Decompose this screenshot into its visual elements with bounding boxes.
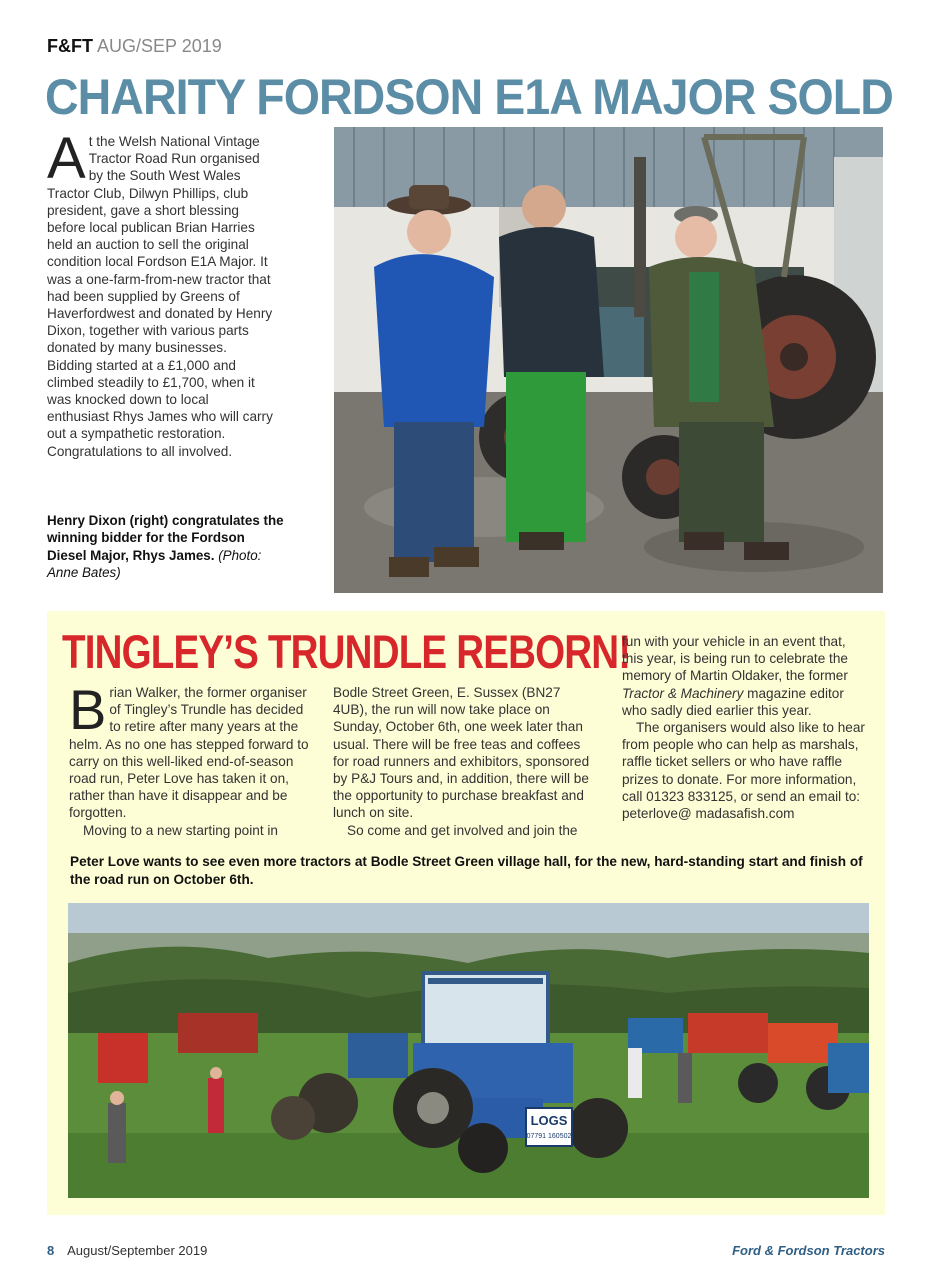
article2-col2	[333, 684, 595, 839]
col3-paragraph1a: fun with your vehicle in an event that, this year, is being run to celebrate the memory of Martin Oldaker, the former	[622, 634, 848, 684]
drop-cap: A	[47, 126, 86, 191]
article2-caption: Peter Love wants to see even more tractors at Bodle Street Green village hall, for the new, hard-standing start and finish of the road run on October 6th.	[70, 854, 863, 887]
article2-title: TINGLEY’S TRUNDLE REBORN!	[62, 625, 631, 678]
col3-magazine-name: Tractor & Machinery	[622, 685, 744, 701]
magazine-name: Ford & Fordson Tractors	[732, 1243, 885, 1258]
article-body-text: t the Welsh National Vintage Tractor Road Run organised by the South West Wales Tractor Club, Dilwyn Phillips, club president, gave a short blessing before local publican Brian Harries held an auction to sell the original condition local Fordson E1A Major. It was a one-farm-from-new tractor that had been supplied by Greens of Haverfordwest and donated by Henry Dixon, together with various parts donated by many businesses. Bidding started at a £1,000 and climbed steadily to £1,700, when it was knocked down to local enthusiast Rhys James who will carry out a sympathetic restoration. Congratulations to all involved.	[47, 134, 273, 459]
tractor-rally-illustration	[68, 903, 869, 1198]
article2-col3	[622, 633, 867, 822]
col1-paragraph1: rian Walker, the former organiser of Tingley’s Trundle has decided to retire after many years at the helm. As no one has stepped forward to carry on this well-liked end-of-season road run, Peter Love has taken it on, rather than have it disappear and be forgotten.	[69, 685, 309, 821]
tractor-handshake-photo	[334, 127, 883, 593]
tractor-handshake-illustration	[334, 127, 883, 593]
logs-sign-phone: 07791 160502	[526, 1133, 572, 1140]
article-title: CHARITY FORDSON E1A MAJOR SOLD	[45, 69, 893, 125]
drop-cap: B	[69, 678, 107, 741]
issue-label: AUG/SEP 2019	[97, 36, 222, 56]
brand-label: F&FT	[47, 36, 93, 56]
page-footer-left	[47, 1243, 207, 1258]
col2-paragraph1: Bodle Street Green, E. Sussex (BN27 4UB), the run will now take place on Sunday, October 6th, one week later than usual. There will be free teas and coffees for road runners and exhibitors, sponsored by P&J Tours and, in addition, there will be the opportunity to purchase breakfast and lunch on site.	[333, 685, 590, 821]
tractor-rally-photo	[68, 903, 869, 1198]
col3-paragraph1b: magazine editor who sadly died earlier this year.	[622, 685, 844, 718]
photo-caption	[47, 512, 287, 581]
col1-paragraph2: Moving to a new starting point in	[83, 822, 278, 838]
article-body	[47, 126, 273, 460]
footer-date: August/September 2019	[67, 1243, 208, 1258]
page-number: 8	[47, 1243, 55, 1258]
col2-paragraph2: So come and get involved and join the	[347, 822, 578, 838]
article2-col1	[69, 678, 312, 839]
issue-header	[47, 36, 222, 57]
logs-sign-text: LOGS	[530, 1113, 568, 1128]
col3-paragraph2: The organisers would also like to hear from people who can help as marshals, raffle ticket sellers or who have raffle prizes to donate. For more information, call 01323 833125, or send an email to: peterlove@ madasafish.com	[622, 720, 865, 822]
photo-credit: (Photo: Anne Bates)	[47, 547, 262, 580]
caption-text: Henry Dixon (right) congratulates the winning bidder for the Fordson Diesel Major, Rhys James.	[47, 513, 284, 563]
